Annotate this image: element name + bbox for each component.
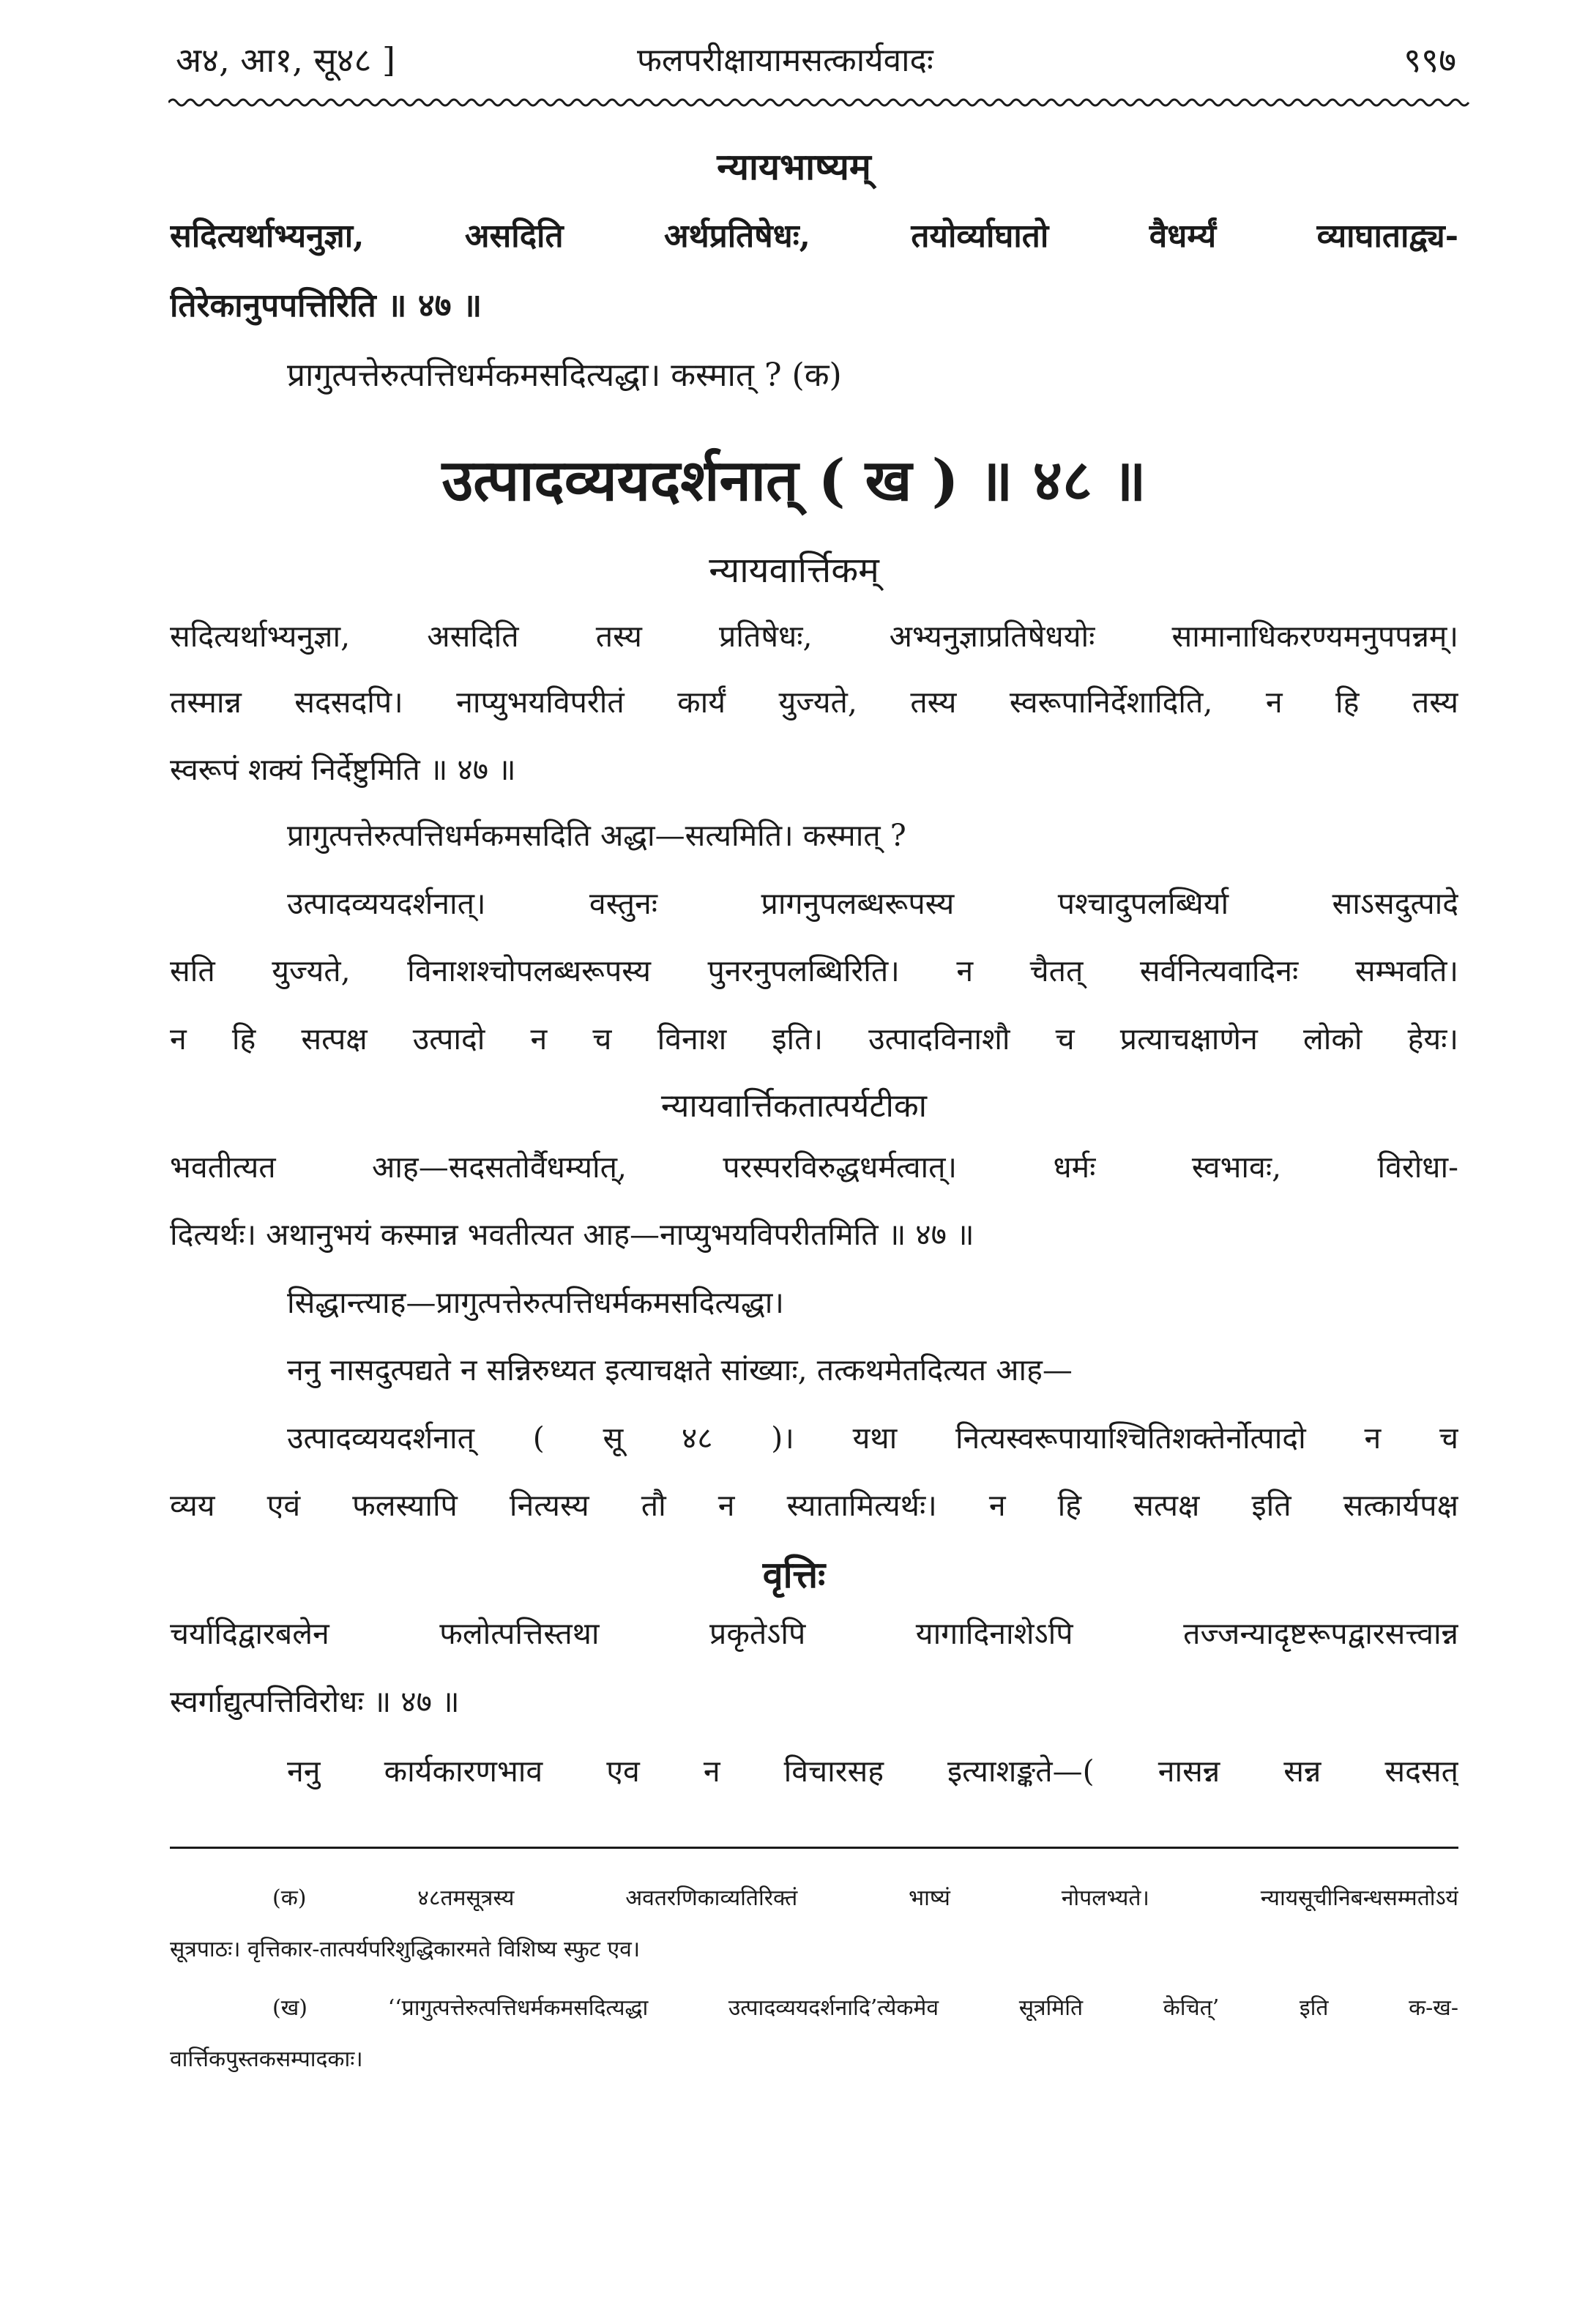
header-section-ref: अ४, आ१, सू४८ ] [176,40,395,80]
footnote-kha-line-1: (ख) ‘‘प्रागुत्पत्तेरुत्पत्तिधर्मकमसदित्यद्धा उत्पादव्ययदर्शनादि’त्येकमेव सूत्रमिति केचित्’ इति क-ख- [272,1995,1458,2021]
bhashya-line-1: सदित्यर्थाभ्यनुज्ञा, असदिति अर्थप्रतिषेधः, तयोर्व्याघातो वैधर्म्यं व्याघाताद्व्य- [170,217,1458,255]
tika-line-6: व्यय एवं फलस्यापि नित्यस्य तौ न स्यातामित्यर्थः। न हि सत्पक्ष इति सत्कार्यपक्ष [170,1488,1458,1523]
header-running-title: फलपरीक्षायामसत्कार्यवादः [637,42,933,79]
footnote-separator [170,1847,1458,1849]
varttika-heading: न्यायवार्त्तिकम् [709,550,879,591]
vritti-line-1: चर्यादिद्वारबलेन फलोत्पत्तिस्तथा प्रकृतेऽपि यागादिनाशेऽपि तज्जन्यादृष्टरूपद्वारसत्त्वान्न [170,1616,1458,1651]
header-page-number: ९९७ [1404,40,1456,80]
varttika-line-5: उत्पादव्ययदर्शनात्। वस्तुनः प्रागनुपलब्धरूपस्य पश्चादुपलब्धिर्या साऽसदुत्पादे [287,886,1458,921]
varttika-line-4: प्रागुत्पत्तेरुत्पत्तिधर्मकमसदिति अद्धा—सत्यमिति। कस्मात् ? [287,818,906,853]
tika-line-1: भवतीत्यत आह—सदसतोर्वैधर्म्यात्, परस्परविरुद्धधर्मत्वात्। धर्मः स्वभावः, विरोधा- [170,1150,1458,1185]
bhashya-question: प्रागुत्पत्तेरुत्पत्तिधर्मकमसदित्यद्धा। कस्मात् ? (क) [287,357,842,394]
varttika-line-3: स्वरूपं शक्यं निर्देष्टुमिति ॥ ४७ ॥ [170,752,516,787]
tika-heading: न्यायवार्त्तिकतात्पर्यटीका [660,1087,928,1125]
sutra-text: उत्पादव्ययदर्शनात् ( ख ) ॥ ४८ ॥ [441,447,1147,514]
header-wavy-rule [168,94,1472,111]
tika-line-4: ननु नासदुत्पद्यते न सन्निरुध्यत इत्याचक्षते सांख्याः, तत्कथमेतदित्यत आह— [287,1352,1073,1388]
vritti-line-2: स्वर्गाद्युत्पत्तिविरोधः ॥ ४७ ॥ [170,1684,460,1719]
bhashya-heading: न्यायभाष्यम् [717,145,871,188]
vritti-heading: वृत्तिः [762,1553,826,1596]
vritti-line-3: ननु कार्यकारणभाव एव न विचारसह इत्याशङ्कते—( नासन्न सन्न सदसत् [287,1754,1458,1789]
tika-line-3: सिद्धान्त्याह—प्रागुत्पत्तेरुत्पत्तिधर्मकमसदित्यद्धा। [287,1285,784,1320]
varttika-line-1: सदित्यर्थाभ्यनुज्ञा, असदिति तस्य प्रतिषेधः, अभ्यनुज्ञाप्रतिषेधयोः सामानाधिकरण्यमनुपपन्नम्। [170,619,1458,654]
footnote-ka-line-2: सूत्रपाठः। वृत्तिकार-तात्पर्यपरिशुद्धिकारमते विशिष्य स्फुट एव। [170,1937,641,1962]
varttika-line-7: न हि सत्पक्ष उत्पादो न च विनाश इति। उत्पादविनाशौ च प्रत्याचक्षाणेन लोको हेयः। [170,1021,1458,1057]
footnote-ka-line-1: (क) ४८तमसूत्रस्य अवतरणिकाव्यतिरिक्तं भाष्यं नोपलभ्यते। न्यायसूचीनिबन्धसम्मतोऽयं [272,1885,1458,1911]
tika-line-5: उत्पादव्ययदर्शनात् ( सू ४८ )। यथा नित्यस्वरूपायाश्चितिशक्तेर्नोत्पादो न च [287,1420,1458,1456]
varttika-line-6: सति युज्यते, विनाशश्चोपलब्धरूपस्य पुनरनुपलब्धिरिति। न चैतत् सर्वनित्यवादिनः सम्भवति। [170,953,1458,988]
varttika-line-2: तस्मान्न सदसदपि। नाप्युभयविपरीतं कार्यं युज्यते, तस्य स्वरूपानिर्देशादिति, न हि तस्य [170,685,1458,720]
footnote-kha-line-2: वार्त्तिकपुस्तकसम्पादकाः। [170,2046,363,2072]
tika-line-2: दित्यर्थः। अथानुभयं कस्मान्न भवतीत्यत आह—नाप्युभयविपरीतमिति ॥ ४७ ॥ [170,1217,974,1252]
bhashya-line-2: तिरेकानुपपत्तिरिति ॥ ४७ ॥ [170,287,482,324]
